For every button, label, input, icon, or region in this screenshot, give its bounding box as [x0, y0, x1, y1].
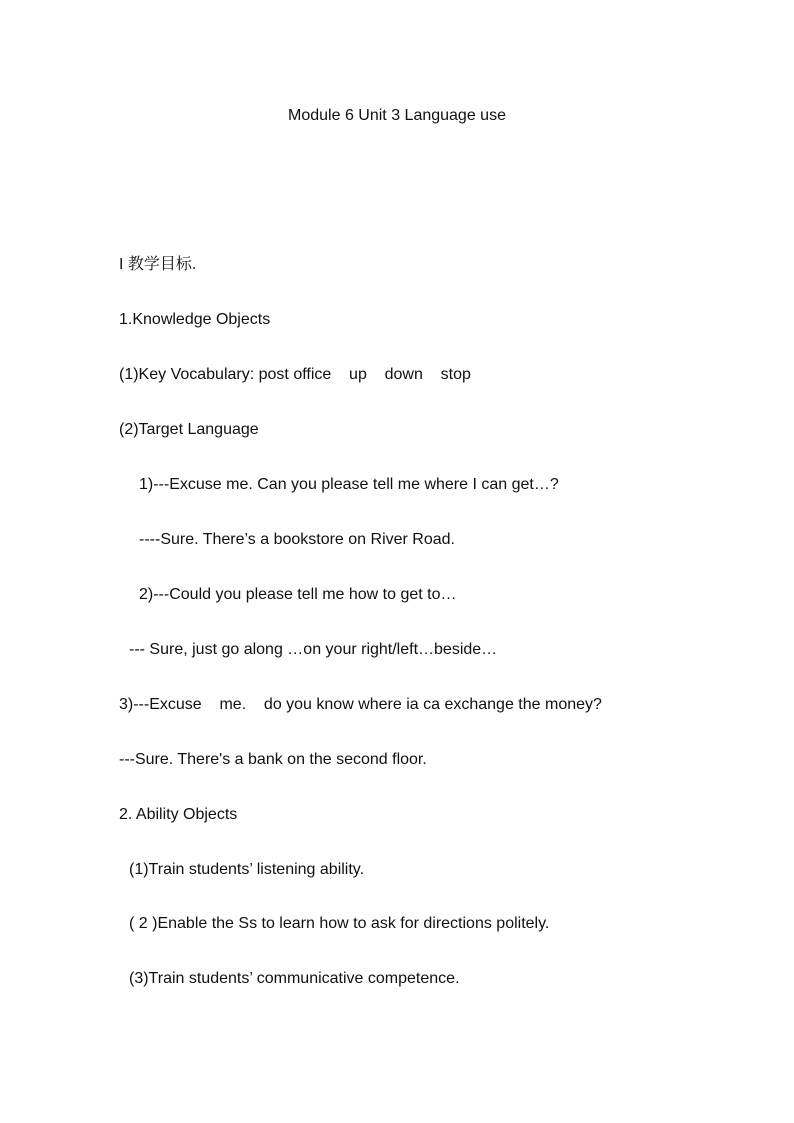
dialogue-line-2-question: 2)---Could you please tell me how to get to…: [139, 586, 457, 603]
dialogue-line-1-answer: ----Sure. There’s a bookstore on River Road.: [139, 531, 455, 548]
dialogue-line-1-question: 1)---Excuse me. Can you please tell me where I can get…?: [139, 476, 559, 493]
target-language-heading: (2)Target Language: [119, 421, 259, 438]
dialogue-line-3-question: 3)---Excuse me. do you know where ia ca exchange the money?: [119, 696, 602, 713]
section-heading-teaching-goals: I 教学目标.: [119, 256, 197, 273]
key-vocabulary-line: (1)Key Vocabulary: post office up down stop: [119, 366, 471, 383]
dialogue-line-2-answer: --- Sure, just go along …on your right/left…beside…: [129, 641, 498, 658]
subheading-knowledge-objects: 1.Knowledge Objects: [119, 311, 271, 328]
document-title: Module 6 Unit 3 Language use: [288, 107, 506, 124]
ability-item-1: (1)Train students’ listening ability.: [129, 861, 365, 878]
ability-item-3: (3)Train students’ communicative competence.: [129, 970, 460, 987]
ability-item-2: ( 2 )Enable the Ss to learn how to ask for directions politely.: [129, 915, 550, 932]
dialogue-line-3-answer: ---Sure. There's a bank on the second floor.: [119, 751, 427, 768]
subheading-ability-objects: 2. Ability Objects: [119, 806, 238, 823]
